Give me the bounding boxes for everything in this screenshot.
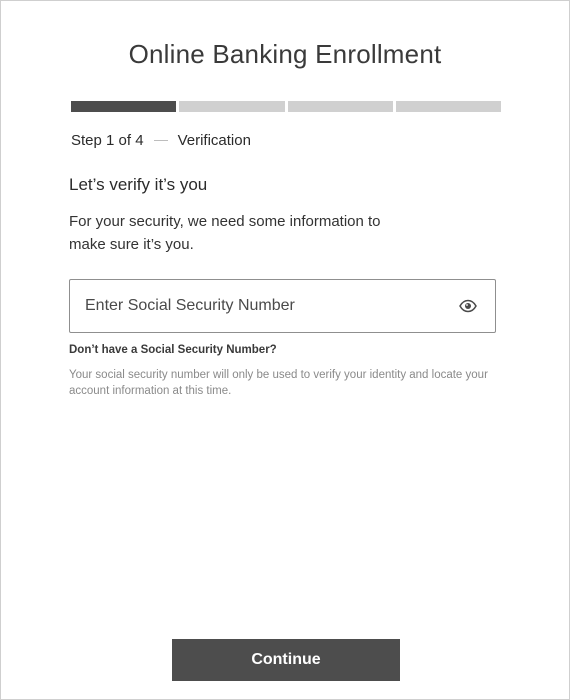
progress-segment-2 — [179, 101, 284, 112]
progress-segment-1 — [71, 101, 176, 112]
page-title: Online Banking Enrollment — [128, 39, 442, 69]
progress-bar — [71, 101, 501, 112]
continue-button[interactable]: Continue — [172, 639, 400, 681]
no-ssn-link[interactable]: Don’t have a Social Security Number? — [69, 344, 277, 356]
intro-text: For your security, we need some information to make sure it’s you. — [69, 213, 381, 253]
ssn-disclaimer: Your social security number will only be used to verify your identity and locate your account information at this time. — [69, 369, 488, 397]
eye-icon[interactable] — [459, 299, 477, 313]
section-heading: Let’s verify it’s you — [69, 175, 208, 194]
step-separator — [154, 140, 168, 141]
step-counter: Step 1 of 4 — [71, 132, 144, 149]
progress-segment-3 — [288, 101, 393, 112]
ssn-input[interactable] — [70, 280, 495, 332]
progress-segment-4 — [396, 101, 501, 112]
step-indicator — [71, 132, 251, 149]
ssn-field-wrapper — [69, 279, 496, 333]
step-name: Verification — [177, 132, 251, 149]
